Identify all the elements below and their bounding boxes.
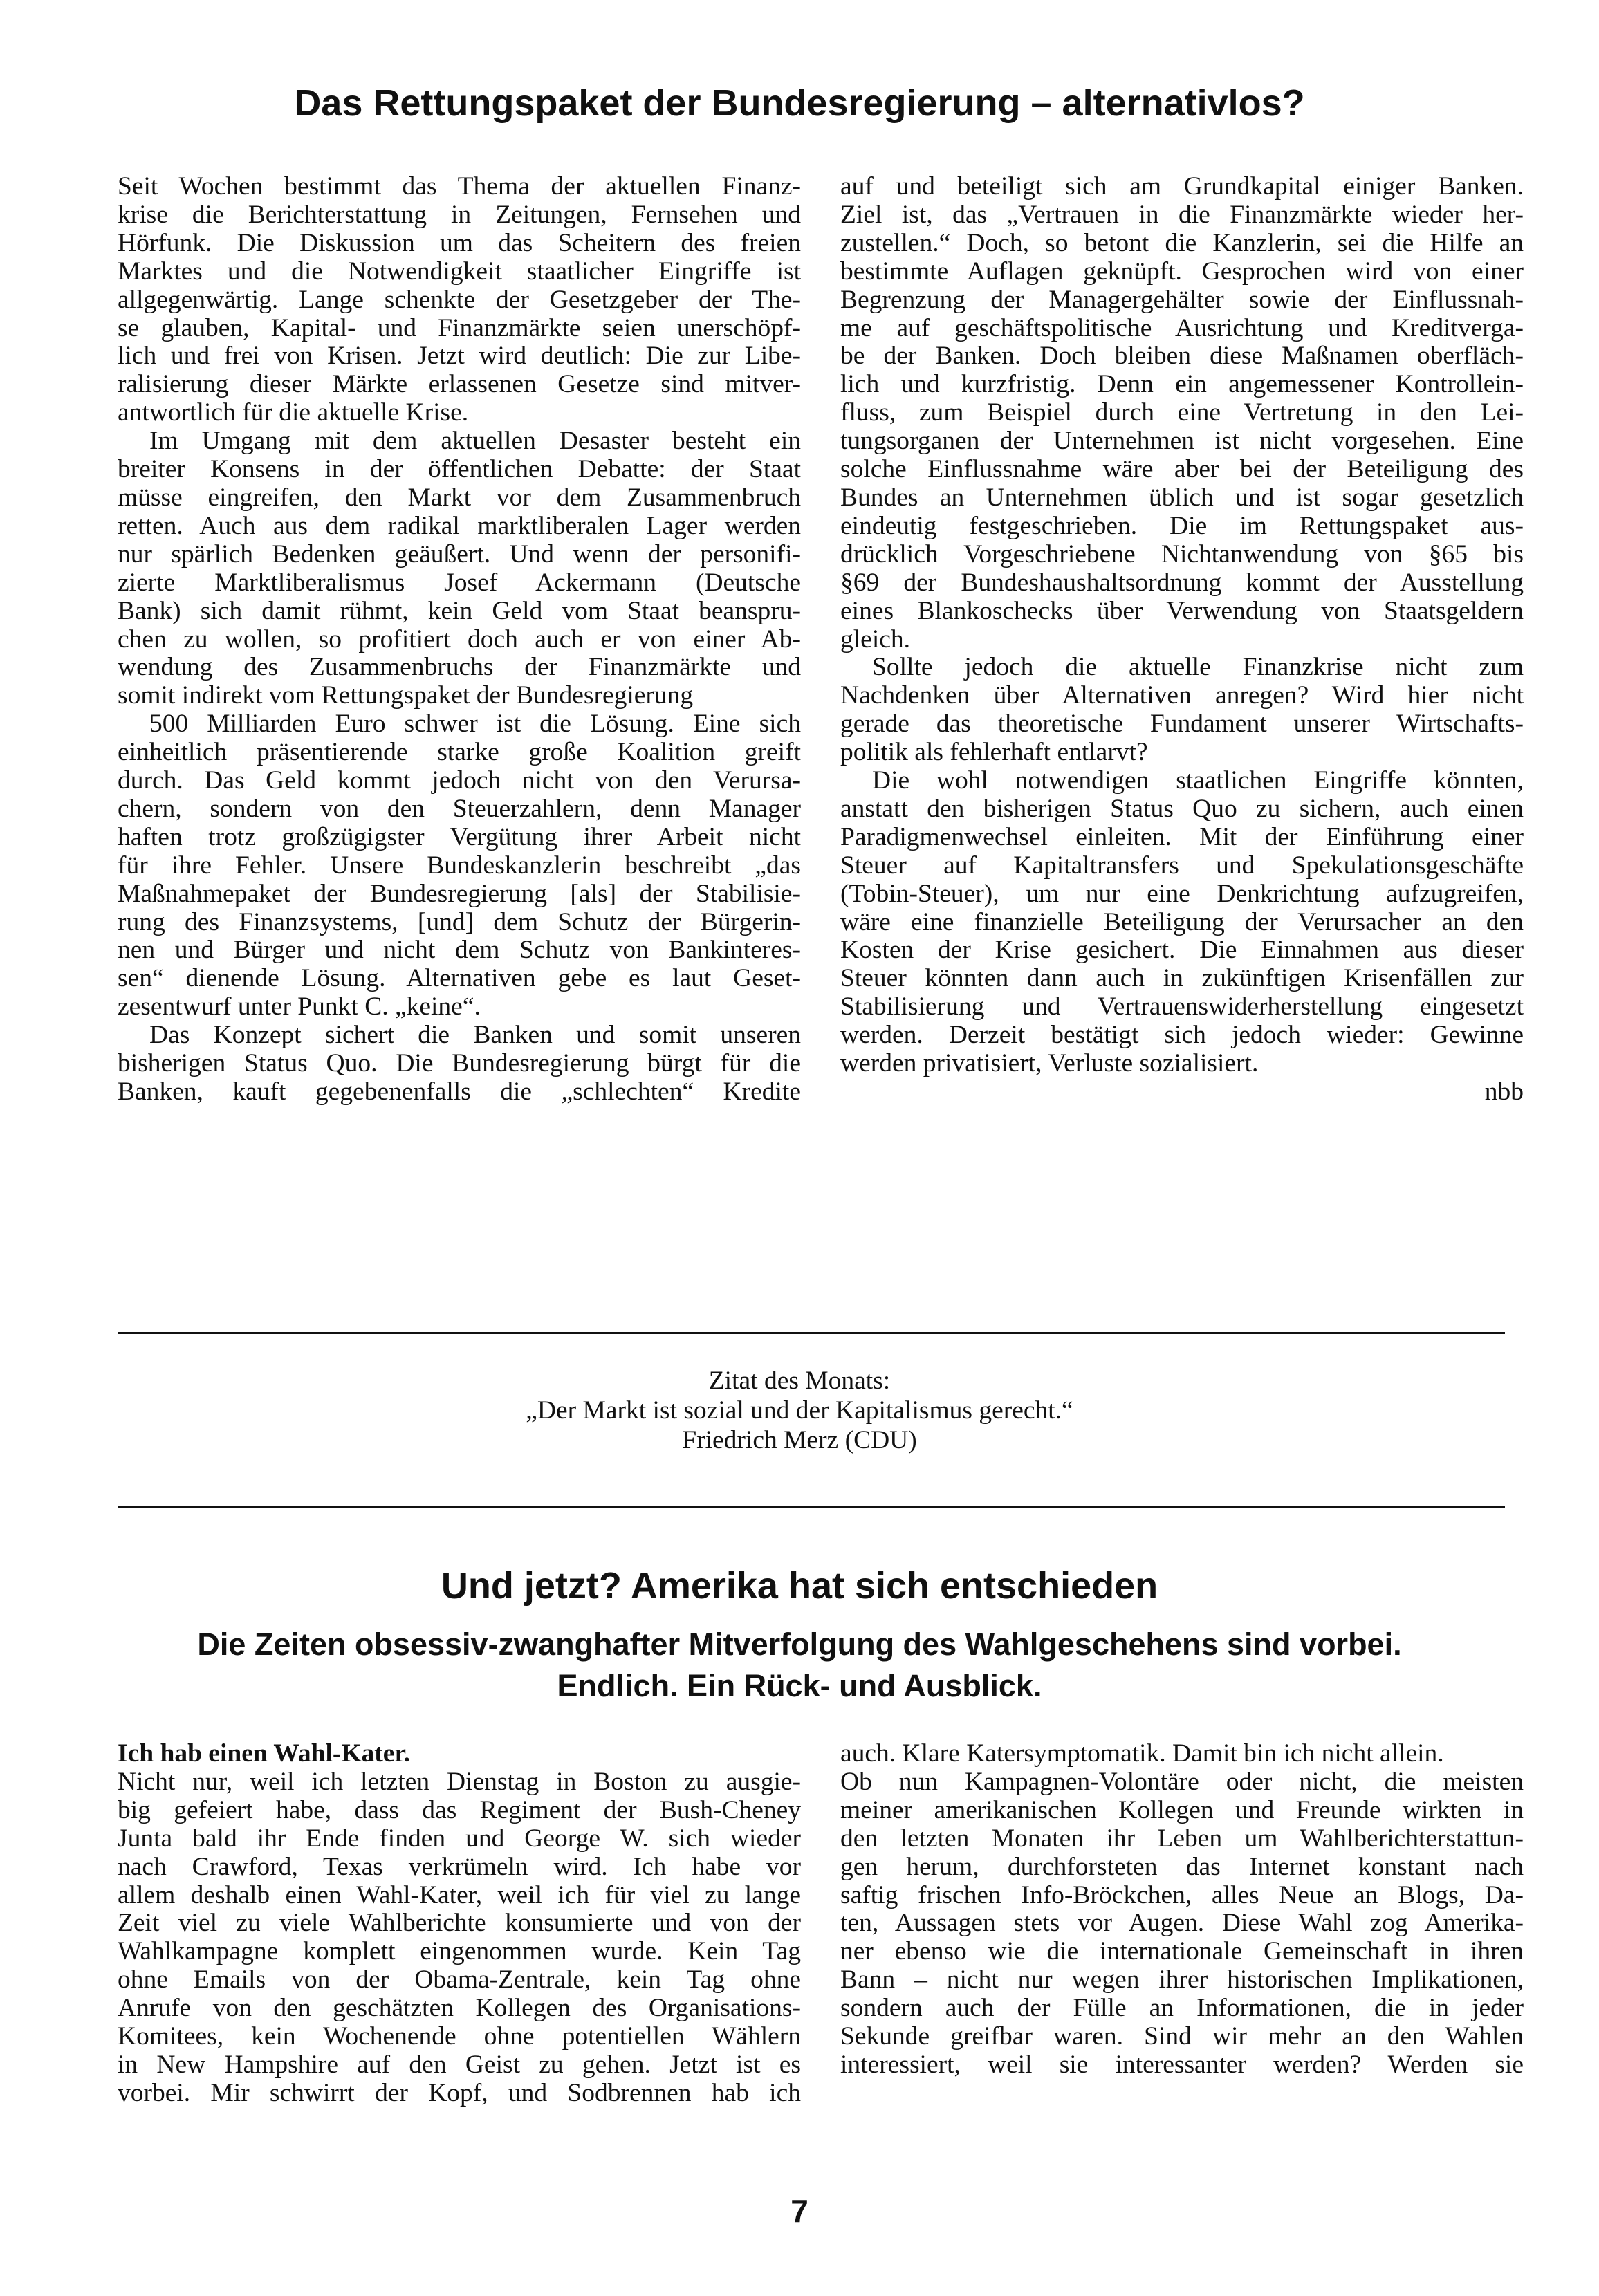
text-line: Stabilisierung und Vertrauenswiderherstellung eingesetzt	[840, 992, 1524, 1021]
text-line: zustellen.“ Doch, so betont die Kanzlerin, sei die Hilfe an	[840, 228, 1524, 257]
text-line: ner ebenso wie die internationale Gemeinschaft in ihren	[840, 1937, 1524, 1966]
text-line: Ich hab einen Wahl-Kater.	[118, 1739, 410, 1768]
text-line: bisherigen Status Quo. Die Bundesregierung bürgt für die	[118, 1049, 801, 1078]
text-line: rung des Finanzsystems, [und] dem Schutz der Bürgerin-	[118, 907, 801, 936]
article1-column-right	[840, 173, 1524, 1107]
text-line: solche Einflussnahme wäre aber bei der Beteiligung des	[840, 455, 1524, 484]
text-line: lich und frei von Krisen. Jetzt wird deutlich: Die zur Libe-	[118, 342, 801, 371]
text-line: Komitees, kein Wochenende ohne potentiellen Wählern	[118, 2022, 801, 2051]
text-line: werden privatisiert, Verluste sozialisiert.	[840, 1049, 1259, 1078]
text-line: vorbei. Mir schwirrt der Kopf, und Sodbrennen hab ich	[118, 2078, 801, 2107]
text-line: wendung des Zusammenbruchs der Finanzmärkte und	[118, 653, 801, 682]
text-line: tungsorganen der Unternehmen ist nicht vorgesehen. Eine	[840, 427, 1524, 456]
text-line: breiter Konsens in der öffentlichen Debatte: der Staat	[118, 455, 801, 484]
text-line: den letzten Monaten ihr Leben um Wahlberichterstattun-	[840, 1824, 1524, 1853]
text-line: nach Crawford, Texas verkrümeln wird. Ich habe vor	[118, 1852, 801, 1881]
text-line: se glauben, Kapital- und Finanzmärkte seien unerschöpf-	[118, 313, 801, 342]
text-line: Maßnahmepaket der Bundesregierung [als] der Stabilisie-	[118, 879, 801, 908]
text-line: krise die Berichterstattung in Zeitungen, Fernsehen und	[118, 200, 801, 229]
text-line: be der Banken. Doch bleiben diese Maßnamen oberfläch-	[840, 342, 1524, 371]
text-line: Sollte jedoch die aktuelle Finanzkrise nicht zum	[872, 653, 1524, 682]
text-line: Marktes und die Notwendigkeit staatlicher Eingriffe ist	[118, 257, 801, 286]
text-line: fluss, zum Beispiel durch eine Vertretung in den Lei-	[840, 398, 1524, 427]
text-line: Anrufe von den geschätzten Kollegen des Organisations-	[118, 1994, 801, 2023]
text-line: Seit Wochen bestimmt das Thema der aktuellen Finanz-	[118, 172, 801, 201]
text-line: auf und beteiligt sich am Grundkapital einiger Banken.	[840, 172, 1524, 201]
text-line: chen zu wollen, so profitiert doch auch er von einer Ab-	[118, 624, 801, 654]
text-line: Sekunde greifbar waren. Sind wir mehr an den Wahlen	[840, 2022, 1524, 2051]
text-line: Nachdenken über Alternativen anregen? Wird hier nicht	[840, 681, 1524, 710]
article2-headline: Und jetzt? Amerika hat sich entschieden	[441, 1565, 1158, 1607]
text-line: big gefeiert habe, dass das Regiment der Bush-Cheney	[118, 1795, 801, 1824]
text-line: Bann – nicht nur wegen ihrer historischen Implikationen,	[840, 1965, 1524, 1994]
text-line: (Tobin-Steuer), um nur eine Denkrichtung aufzugreifen,	[840, 879, 1524, 908]
divider-bottom	[118, 1506, 1505, 1508]
text-line: gleich.	[840, 624, 911, 654]
text-line: auch. Klare Katersymptomatik. Damit bin ich nicht allein.	[840, 1739, 1444, 1768]
text-line: durch. Das Geld kommt jedoch nicht von den Verursa-	[118, 766, 801, 795]
text-line: politik als fehlerhaft entlarvt?	[840, 738, 1148, 767]
text-line: me auf geschäftspolitische Ausrichtung und Kreditverga-	[840, 313, 1524, 342]
text-line: eines Blankoschecks über Verwendung von Staatsgeldern	[840, 596, 1524, 625]
text-line: anstatt den bisherigen Status Quo zu sichern, auch einen	[840, 794, 1524, 823]
text-line: Das Konzept sichert die Banken und somit unseren	[149, 1021, 801, 1050]
text-line: Im Umgang mit dem aktuellen Desaster besteht ein	[149, 427, 801, 456]
text-line: müsse eingreifen, den Markt vor dem Zusammenbruch	[118, 483, 801, 512]
text-line: sen“ dienende Lösung. Alternativen gebe es laut Geset-	[118, 964, 801, 993]
text-line: ralisierung dieser Märkte erlassenen Gesetze sind mitver-	[118, 370, 801, 399]
article2-column-right	[840, 1740, 1524, 2080]
text-line: Die wohl notwendigen staatlichen Eingriffe könnten,	[872, 766, 1524, 795]
text-line: sondern auch der Fülle an Informationen, die in jeder	[840, 1994, 1524, 2023]
text-line: somit indirekt vom Rettungspaket der Bundesregierung	[118, 681, 694, 710]
text-line: Steuer auf Kapitaltransfers und Spekulationsgeschäfte	[840, 851, 1524, 880]
text-line: interessiert, weil sie interessanter werden? Werden sie	[840, 2050, 1524, 2079]
article1-headline: Das Rettungspaket der Bundesregierung – alternativlos?	[294, 82, 1305, 124]
quote-label: Zitat des Monats:	[708, 1367, 891, 1395]
text-line: Ziel ist, das „Vertrauen in die Finanzmärkte wieder her-	[840, 200, 1524, 229]
text-line: 500 Milliarden Euro schwer ist die Lösung. Eine sich	[149, 710, 801, 739]
article2-subheadline-line1: Die Zeiten obsessiv-zwanghafter Mitverfolgung des Wahlgeschehens sind vorbei.	[197, 1627, 1402, 1662]
article1-column-left	[118, 173, 801, 1107]
text-line: §69 der Bundeshaushaltsordnung kommt der Ausstellung	[840, 568, 1524, 597]
text-line: gen herum, durchforsteten das Internet konstant nach	[840, 1852, 1524, 1881]
text-line: meiner amerikanischen Kollegen und Freunde wirkten in	[840, 1795, 1524, 1824]
quote-box	[0, 1366, 1599, 1455]
text-line: chern, sondern von den Steuerzahlern, denn Manager	[118, 794, 801, 823]
text-line: Junta bald ihr Ende finden und George W. sich wieder	[118, 1824, 801, 1853]
text-line: für ihre Fehler. Unsere Bundeskanzlerin beschreibt „das	[118, 851, 801, 880]
text-line: ten, Aussagen stets vor Augen. Diese Wahl zog Amerika-	[840, 1909, 1524, 1938]
text-line: Bank) sich damit rühmt, kein Geld vom Staat beanspru-	[118, 596, 801, 625]
quote-text: „Der Markt ist sozial und der Kapitalismus gerecht.“	[526, 1396, 1073, 1425]
text-line: nen und Bürger und nicht dem Schutz von Bankinteres-	[118, 936, 801, 965]
text-line: Banken, kauft gegebenenfalls die „schlechten“ Kredite	[118, 1077, 801, 1106]
text-line: Zeit viel zu viele Wahlberichte konsumierte und von der	[118, 1909, 801, 1938]
text-line: nbb	[1484, 1077, 1524, 1106]
text-line: Ob nun Kampagnen-Volontäre oder nicht, die meisten	[840, 1767, 1524, 1796]
text-line: haften trotz großzügigster Vergütung ihrer Arbeit nicht	[118, 822, 801, 851]
text-line: ohne Emails von der Obama-Zentrale, kein Tag ohne	[118, 1965, 801, 1994]
text-line: werden. Derzeit bestätigt sich jedoch wieder: Gewinne	[840, 1021, 1524, 1050]
text-line: nur spärlich Bedenken geäußert. Und wenn der personifi-	[118, 539, 801, 568]
text-line: drücklich Vorgeschriebene Nichtanwendung von §65 bis	[840, 539, 1524, 568]
text-line: Bundes an Unternehmen üblich und ist sogar gesetzlich	[840, 483, 1524, 512]
text-line: Wahlkampagne komplett eingenommen wurde. Kein Tag	[118, 1937, 801, 1966]
text-line: lich und kurzfristig. Denn ein angemessener Kontrollein-	[840, 370, 1524, 399]
text-line: in New Hampshire auf den Geist zu gehen. Jetzt ist es	[118, 2050, 801, 2079]
text-line: eindeutig festgeschrieben. Die im Rettungspaket aus-	[840, 511, 1524, 540]
text-line: allgegenwärtig. Lange schenkte der Gesetzgeber der The-	[118, 285, 801, 314]
text-line: saftig frischen Info-Bröckchen, alles Neue an Blogs, Da-	[840, 1880, 1524, 1909]
text-line: wäre eine finanzielle Beteiligung der Verursacher an den	[840, 907, 1524, 936]
text-line: gerade das theoretische Fundament unserer Wirtschafts-	[840, 710, 1524, 739]
text-line: retten. Auch aus dem radikal marktliberalen Lager werden	[118, 511, 801, 540]
quote-author: Friedrich Merz (CDU)	[682, 1426, 917, 1454]
page-number: 7	[791, 2193, 808, 2229]
text-line: Hörfunk. Die Diskussion um das Scheitern des freien	[118, 228, 801, 257]
text-line: bestimmte Auflagen geknüpft. Gesprochen wird von einer	[840, 257, 1524, 286]
text-line: einheitlich präsentierende starke große Koalition greift	[118, 738, 801, 767]
text-line: antwortlich für die aktuelle Krise.	[118, 398, 469, 427]
text-line: Kosten der Krise gesichert. Die Einnahmen aus dieser	[840, 936, 1524, 965]
text-line: Steuer könnten dann auch in zukünftigen Krisenfällen zur	[840, 964, 1524, 993]
divider-top	[118, 1332, 1505, 1334]
text-line: Begrenzung der Managergehälter sowie der Einflussnah-	[840, 285, 1524, 314]
article2-subheadline	[0, 1624, 1599, 1707]
text-line: allem deshalb einen Wahl-Kater, weil ich für viel zu lange	[118, 1880, 801, 1909]
article2-column-left	[118, 1740, 801, 2108]
text-line: zesentwurf unter Punkt C. „keine“.	[118, 992, 481, 1021]
article2-subheadline-line2: Endlich. Ein Rück- und Ausblick.	[557, 1668, 1042, 1703]
text-line: zierte Marktliberalismus Josef Ackermann (Deutsche	[118, 568, 801, 597]
text-line: Nicht nur, weil ich letzten Dienstag in Boston zu ausgie-	[118, 1767, 801, 1796]
text-line: Paradigmenwechsel einleiten. Mit der Einführung einer	[840, 822, 1524, 851]
